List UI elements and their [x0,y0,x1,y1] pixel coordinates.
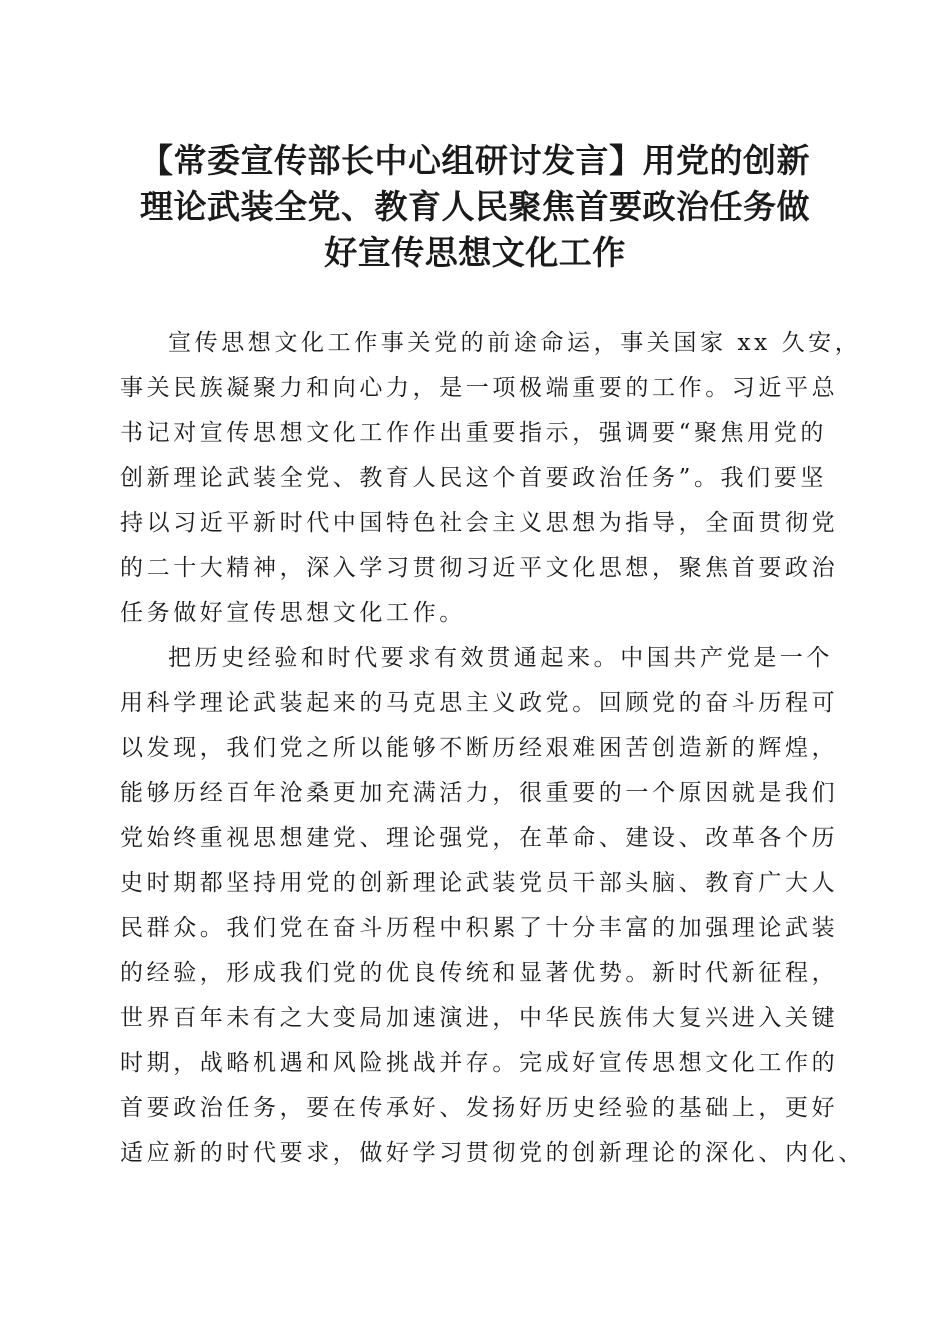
title-line-2: 理论武装全党、教育人民聚焦首要政治任务做 [140,187,810,226]
paragraph-line: 民群众。我们党在奋斗历程中积累了十分丰富的加强理论武装 [120,915,839,941]
paragraph-line: 书记对宣传思想文化工作作出重要指示，强调要“聚焦用党的 [120,420,827,446]
paragraph-line: 把历史经验和时代要求有效贯通起来。中国共产党是一个 [168,645,833,671]
paragraph-line: 的经验，形成我们党的优良传统和显著优势。新时代新征程， [120,960,839,986]
title-line-3: 好宣传思想文化工作 [324,233,626,272]
paragraph-line: 宣传思想文化工作事关党的前途命运，事关国家 xx 久安， [168,330,862,356]
paragraph-line: 任务做好宣传思想文化工作。 [120,600,466,626]
document-body [120,321,865,1176]
paragraph-2 [120,636,865,1176]
paragraph-line: 适应新的时代要求，做好学习贯彻党的创新理论的深化、内化、 [120,1140,865,1166]
paragraph-line: 事关民族凝聚力和向心力，是一项极端重要的工作。习近平总 [120,375,839,401]
paragraph-line: 史时期都坚持用党的创新理论武装党员干部头脑、教育广大人 [120,870,839,896]
paragraph-line: 持以习近平新时代中国特色社会主义思想为指导，全面贯彻党 [120,510,839,536]
paragraph-line: 创新理论武装全党、教育人民这个首要政治任务”。我们要坚 [120,465,827,491]
paragraph-line: 能够历经百年沧桑更加充满活力，很重要的一个原因就是我们 [120,780,839,806]
paragraph-line: 的二十大精神，深入学习贯彻习近平文化思想，聚焦首要政治 [120,555,839,581]
paragraph-line: 时期，战略机遇和风险挑战并存。完成好宣传思想文化工作的 [120,1050,839,1076]
paragraph-line: 用科学理论武装起来的马克思主义政党。回顾党的奋斗历程可 [120,690,839,716]
paragraph-1 [120,321,862,636]
document-title [108,138,842,276]
paragraph-line: 党始终重视思想建党、理论强党，在革命、建设、改革各个历 [120,825,839,851]
paragraph-line: 世界百年未有之大变局加速演进，中华民族伟大复兴进入关键 [120,1005,839,1031]
paragraph-line: 首要政治任务，要在传承好、发扬好历史经验的基础上，更好 [120,1095,839,1121]
title-line-1: 【常委宣传部长中心组研讨发言】用党的创新 [140,141,810,180]
paragraph-line: 以发现，我们党之所以能够不断历经艰难困苦创造新的辉煌， [120,735,839,761]
